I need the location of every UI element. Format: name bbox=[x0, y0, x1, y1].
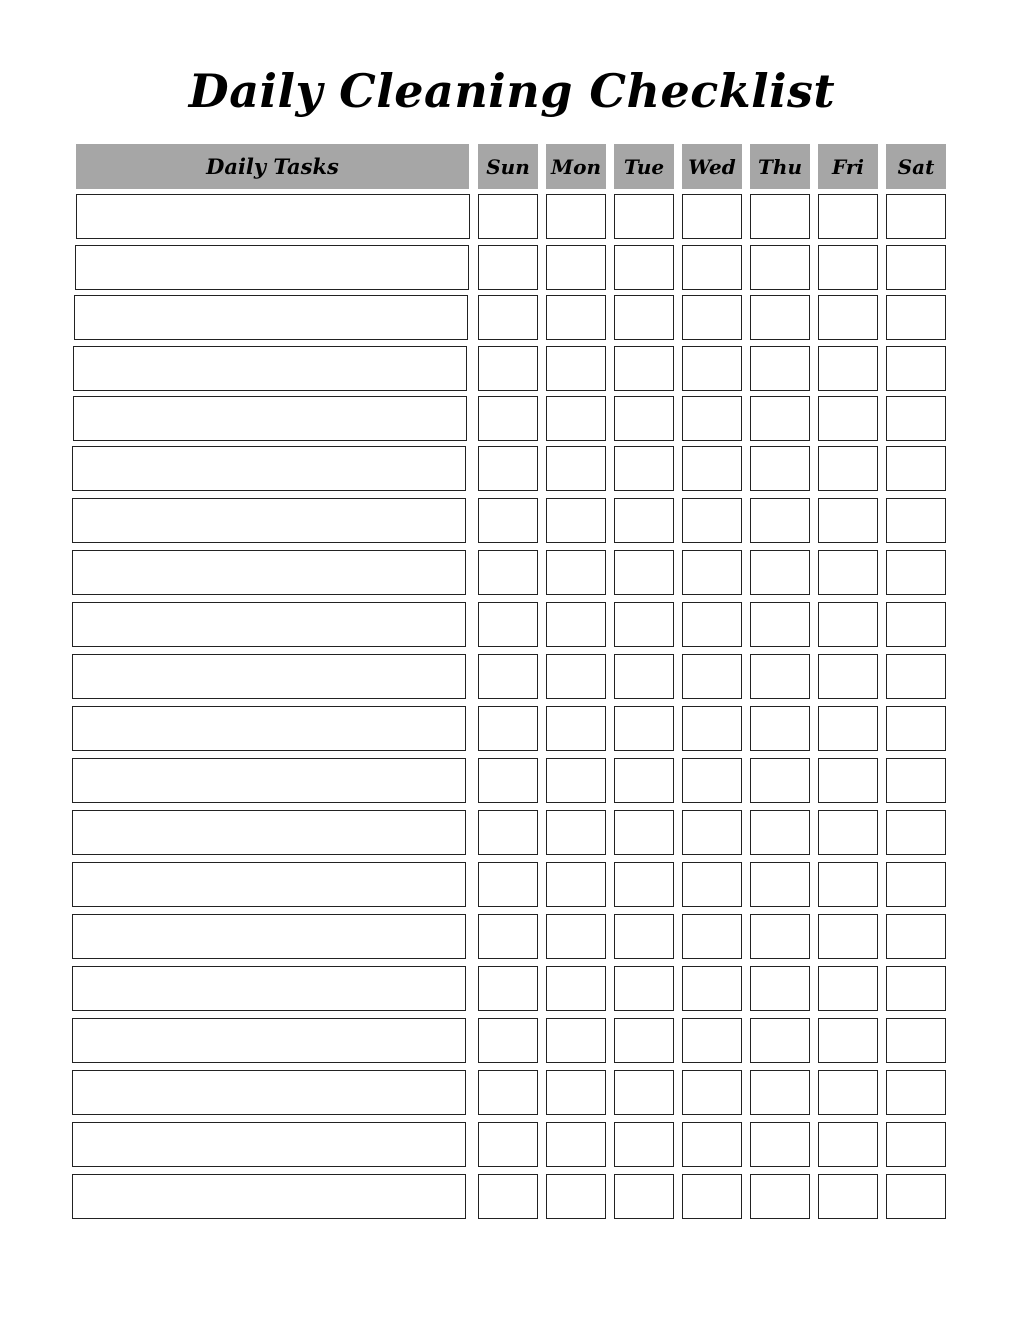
checkbox-row-8-mon[interactable] bbox=[546, 550, 606, 595]
checkbox-row-1-mon[interactable] bbox=[546, 194, 606, 239]
checkbox-row-2-sat[interactable] bbox=[886, 245, 946, 290]
checkbox-row-1-fri[interactable] bbox=[818, 194, 878, 239]
checkbox-row-17-tue[interactable] bbox=[614, 1018, 674, 1063]
header-day-mon: Mon bbox=[546, 144, 606, 189]
checkbox-row-19-mon[interactable] bbox=[546, 1122, 606, 1167]
checkbox-row-8-fri[interactable] bbox=[818, 550, 878, 595]
checkbox-row-10-thu[interactable] bbox=[750, 654, 810, 699]
checkbox-row-7-fri[interactable] bbox=[818, 498, 878, 543]
task-input-row-10[interactable] bbox=[72, 654, 466, 699]
checkbox-row-20-tue[interactable] bbox=[614, 1174, 674, 1219]
checkbox-row-5-sun[interactable] bbox=[478, 396, 538, 441]
task-input-row-11[interactable] bbox=[72, 706, 466, 751]
checkbox-row-18-sat[interactable] bbox=[886, 1070, 946, 1115]
checkbox-row-15-mon[interactable] bbox=[546, 914, 606, 959]
task-input-row-17[interactable] bbox=[72, 1018, 466, 1063]
checkbox-row-17-sun[interactable] bbox=[478, 1018, 538, 1063]
checkbox-row-13-mon[interactable] bbox=[546, 810, 606, 855]
header-day-wed: Wed bbox=[682, 144, 742, 189]
checkbox-row-14-sun[interactable] bbox=[478, 862, 538, 907]
checkbox-row-13-thu[interactable] bbox=[750, 810, 810, 855]
checkbox-row-20-wed[interactable] bbox=[682, 1174, 742, 1219]
checkbox-row-4-mon[interactable] bbox=[546, 346, 606, 391]
checkbox-row-2-mon[interactable] bbox=[546, 245, 606, 290]
header-day-thu: Thu bbox=[750, 144, 810, 189]
checkbox-row-8-thu[interactable] bbox=[750, 550, 810, 595]
checkbox-row-4-wed[interactable] bbox=[682, 346, 742, 391]
checkbox-row-4-sun[interactable] bbox=[478, 346, 538, 391]
checkbox-row-6-wed[interactable] bbox=[682, 446, 742, 491]
checkbox-row-5-fri[interactable] bbox=[818, 396, 878, 441]
task-input-row-14[interactable] bbox=[72, 862, 466, 907]
checkbox-row-19-sat[interactable] bbox=[886, 1122, 946, 1167]
checkbox-row-5-mon[interactable] bbox=[546, 396, 606, 441]
checkbox-row-13-sun[interactable] bbox=[478, 810, 538, 855]
checkbox-row-14-fri[interactable] bbox=[818, 862, 878, 907]
checkbox-row-5-tue[interactable] bbox=[614, 396, 674, 441]
checkbox-row-19-thu[interactable] bbox=[750, 1122, 810, 1167]
checkbox-row-5-thu[interactable] bbox=[750, 396, 810, 441]
checkbox-row-11-fri[interactable] bbox=[818, 706, 878, 751]
checkbox-row-3-thu[interactable] bbox=[750, 295, 810, 340]
checkbox-row-19-tue[interactable] bbox=[614, 1122, 674, 1167]
checkbox-row-10-wed[interactable] bbox=[682, 654, 742, 699]
checkbox-row-14-thu[interactable] bbox=[750, 862, 810, 907]
checkbox-row-5-wed[interactable] bbox=[682, 396, 742, 441]
checkbox-row-17-fri[interactable] bbox=[818, 1018, 878, 1063]
checkbox-row-15-tue[interactable] bbox=[614, 914, 674, 959]
checkbox-row-4-sat[interactable] bbox=[886, 346, 946, 391]
checkbox-row-3-fri[interactable] bbox=[818, 295, 878, 340]
checkbox-row-18-fri[interactable] bbox=[818, 1070, 878, 1115]
checkbox-row-12-sun[interactable] bbox=[478, 758, 538, 803]
checkbox-row-1-sun[interactable] bbox=[478, 194, 538, 239]
checkbox-row-12-wed[interactable] bbox=[682, 758, 742, 803]
checkbox-row-10-sun[interactable] bbox=[478, 654, 538, 699]
checkbox-row-11-mon[interactable] bbox=[546, 706, 606, 751]
checkbox-row-18-tue[interactable] bbox=[614, 1070, 674, 1115]
checkbox-row-12-fri[interactable] bbox=[818, 758, 878, 803]
checkbox-row-18-thu[interactable] bbox=[750, 1070, 810, 1115]
checkbox-row-13-wed[interactable] bbox=[682, 810, 742, 855]
checkbox-row-18-wed[interactable] bbox=[682, 1070, 742, 1115]
checkbox-row-11-sun[interactable] bbox=[478, 706, 538, 751]
checkbox-row-12-sat[interactable] bbox=[886, 758, 946, 803]
checkbox-row-3-wed[interactable] bbox=[682, 295, 742, 340]
checkbox-row-9-sat[interactable] bbox=[886, 602, 946, 647]
checkbox-row-3-sun[interactable] bbox=[478, 295, 538, 340]
checkbox-row-2-wed[interactable] bbox=[682, 245, 742, 290]
checkbox-row-6-tue[interactable] bbox=[614, 446, 674, 491]
checkbox-row-7-sun[interactable] bbox=[478, 498, 538, 543]
checkbox-row-1-tue[interactable] bbox=[614, 194, 674, 239]
checkbox-row-5-sat[interactable] bbox=[886, 396, 946, 441]
task-input-row-20[interactable] bbox=[72, 1174, 466, 1219]
checkbox-row-13-fri[interactable] bbox=[818, 810, 878, 855]
header-daily-tasks: Daily Tasks bbox=[76, 144, 469, 189]
task-input-row-4[interactable] bbox=[73, 346, 467, 391]
checkbox-row-12-mon[interactable] bbox=[546, 758, 606, 803]
checkbox-row-15-wed[interactable] bbox=[682, 914, 742, 959]
checkbox-row-7-tue[interactable] bbox=[614, 498, 674, 543]
checkbox-row-8-tue[interactable] bbox=[614, 550, 674, 595]
checkbox-row-10-fri[interactable] bbox=[818, 654, 878, 699]
checkbox-row-1-sat[interactable] bbox=[886, 194, 946, 239]
checkbox-row-16-mon[interactable] bbox=[546, 966, 606, 1011]
checkbox-row-6-fri[interactable] bbox=[818, 446, 878, 491]
checkbox-row-10-tue[interactable] bbox=[614, 654, 674, 699]
checkbox-row-13-tue[interactable] bbox=[614, 810, 674, 855]
task-input-row-13[interactable] bbox=[72, 810, 466, 855]
checkbox-row-19-wed[interactable] bbox=[682, 1122, 742, 1167]
checkbox-row-18-sun[interactable] bbox=[478, 1070, 538, 1115]
checkbox-row-7-mon[interactable] bbox=[546, 498, 606, 543]
checkbox-row-10-sat[interactable] bbox=[886, 654, 946, 699]
checkbox-row-19-fri[interactable] bbox=[818, 1122, 878, 1167]
checkbox-row-3-sat[interactable] bbox=[886, 295, 946, 340]
checkbox-row-15-sat[interactable] bbox=[886, 914, 946, 959]
checkbox-row-19-sun[interactable] bbox=[478, 1122, 538, 1167]
checkbox-row-9-sun[interactable] bbox=[478, 602, 538, 647]
checkbox-row-7-wed[interactable] bbox=[682, 498, 742, 543]
checkbox-row-16-wed[interactable] bbox=[682, 966, 742, 1011]
checkbox-row-17-sat[interactable] bbox=[886, 1018, 946, 1063]
task-input-row-12[interactable] bbox=[72, 758, 466, 803]
checkbox-row-14-tue[interactable] bbox=[614, 862, 674, 907]
header-day-sat: Sat bbox=[886, 144, 946, 189]
checkbox-row-1-wed[interactable] bbox=[682, 194, 742, 239]
task-input-row-5[interactable] bbox=[73, 396, 467, 441]
checkbox-row-8-wed[interactable] bbox=[682, 550, 742, 595]
checkbox-row-2-fri[interactable] bbox=[818, 245, 878, 290]
checkbox-row-6-sun[interactable] bbox=[478, 446, 538, 491]
task-input-row-1[interactable] bbox=[76, 194, 470, 239]
checkbox-row-15-sun[interactable] bbox=[478, 914, 538, 959]
checkbox-row-2-thu[interactable] bbox=[750, 245, 810, 290]
checkbox-row-7-sat[interactable] bbox=[886, 498, 946, 543]
task-input-row-18[interactable] bbox=[72, 1070, 466, 1115]
task-input-row-9[interactable] bbox=[72, 602, 466, 647]
checkbox-row-15-thu[interactable] bbox=[750, 914, 810, 959]
header-day-fri: Fri bbox=[818, 144, 878, 189]
checkbox-row-6-sat[interactable] bbox=[886, 446, 946, 491]
checkbox-row-11-thu[interactable] bbox=[750, 706, 810, 751]
checkbox-row-9-mon[interactable] bbox=[546, 602, 606, 647]
checkbox-row-20-sat[interactable] bbox=[886, 1174, 946, 1219]
checkbox-row-20-sun[interactable] bbox=[478, 1174, 538, 1219]
checkbox-row-14-sat[interactable] bbox=[886, 862, 946, 907]
checkbox-row-11-tue[interactable] bbox=[614, 706, 674, 751]
page-title: Daily Cleaning Checklist bbox=[188, 64, 836, 118]
checkbox-row-6-mon[interactable] bbox=[546, 446, 606, 491]
checkbox-row-20-thu[interactable] bbox=[750, 1174, 810, 1219]
task-input-row-6[interactable] bbox=[72, 446, 466, 491]
checkbox-row-14-wed[interactable] bbox=[682, 862, 742, 907]
checkbox-row-4-fri[interactable] bbox=[818, 346, 878, 391]
checkbox-row-8-sun[interactable] bbox=[478, 550, 538, 595]
checkbox-row-3-tue[interactable] bbox=[614, 295, 674, 340]
task-input-row-2[interactable] bbox=[75, 245, 469, 290]
checkbox-row-16-sat[interactable] bbox=[886, 966, 946, 1011]
checkbox-row-15-fri[interactable] bbox=[818, 914, 878, 959]
checkbox-row-16-tue[interactable] bbox=[614, 966, 674, 1011]
checkbox-row-11-wed[interactable] bbox=[682, 706, 742, 751]
checkbox-row-16-thu[interactable] bbox=[750, 966, 810, 1011]
checkbox-row-9-tue[interactable] bbox=[614, 602, 674, 647]
checkbox-row-6-thu[interactable] bbox=[750, 446, 810, 491]
task-input-row-16[interactable] bbox=[72, 966, 466, 1011]
checkbox-row-20-fri[interactable] bbox=[818, 1174, 878, 1219]
checkbox-row-11-sat[interactable] bbox=[886, 706, 946, 751]
checkbox-row-1-thu[interactable] bbox=[750, 194, 810, 239]
checkbox-row-20-mon[interactable] bbox=[546, 1174, 606, 1219]
checkbox-row-4-tue[interactable] bbox=[614, 346, 674, 391]
checkbox-row-17-wed[interactable] bbox=[682, 1018, 742, 1063]
task-input-row-19[interactable] bbox=[72, 1122, 466, 1167]
checkbox-row-9-fri[interactable] bbox=[818, 602, 878, 647]
checkbox-row-9-thu[interactable] bbox=[750, 602, 810, 647]
task-input-row-15[interactable] bbox=[72, 914, 466, 959]
checkbox-row-10-mon[interactable] bbox=[546, 654, 606, 699]
task-input-row-8[interactable] bbox=[72, 550, 466, 595]
checkbox-row-14-mon[interactable] bbox=[546, 862, 606, 907]
checkbox-row-18-mon[interactable] bbox=[546, 1070, 606, 1115]
checkbox-row-8-sat[interactable] bbox=[886, 550, 946, 595]
checkbox-row-17-mon[interactable] bbox=[546, 1018, 606, 1063]
checkbox-row-16-fri[interactable] bbox=[818, 966, 878, 1011]
header-day-sun: Sun bbox=[478, 144, 538, 189]
checkbox-row-17-thu[interactable] bbox=[750, 1018, 810, 1063]
task-input-row-7[interactable] bbox=[72, 498, 466, 543]
checkbox-row-16-sun[interactable] bbox=[478, 966, 538, 1011]
header-day-tue: Tue bbox=[614, 144, 674, 189]
checkbox-row-13-sat[interactable] bbox=[886, 810, 946, 855]
task-input-row-3[interactable] bbox=[74, 295, 468, 340]
checkbox-row-2-tue[interactable] bbox=[614, 245, 674, 290]
checkbox-row-4-thu[interactable] bbox=[750, 346, 810, 391]
checkbox-row-9-wed[interactable] bbox=[682, 602, 742, 647]
checkbox-row-12-tue[interactable] bbox=[614, 758, 674, 803]
checkbox-row-12-thu[interactable] bbox=[750, 758, 810, 803]
checkbox-row-2-sun[interactable] bbox=[478, 245, 538, 290]
checkbox-row-7-thu[interactable] bbox=[750, 498, 810, 543]
checkbox-row-3-mon[interactable] bbox=[546, 295, 606, 340]
